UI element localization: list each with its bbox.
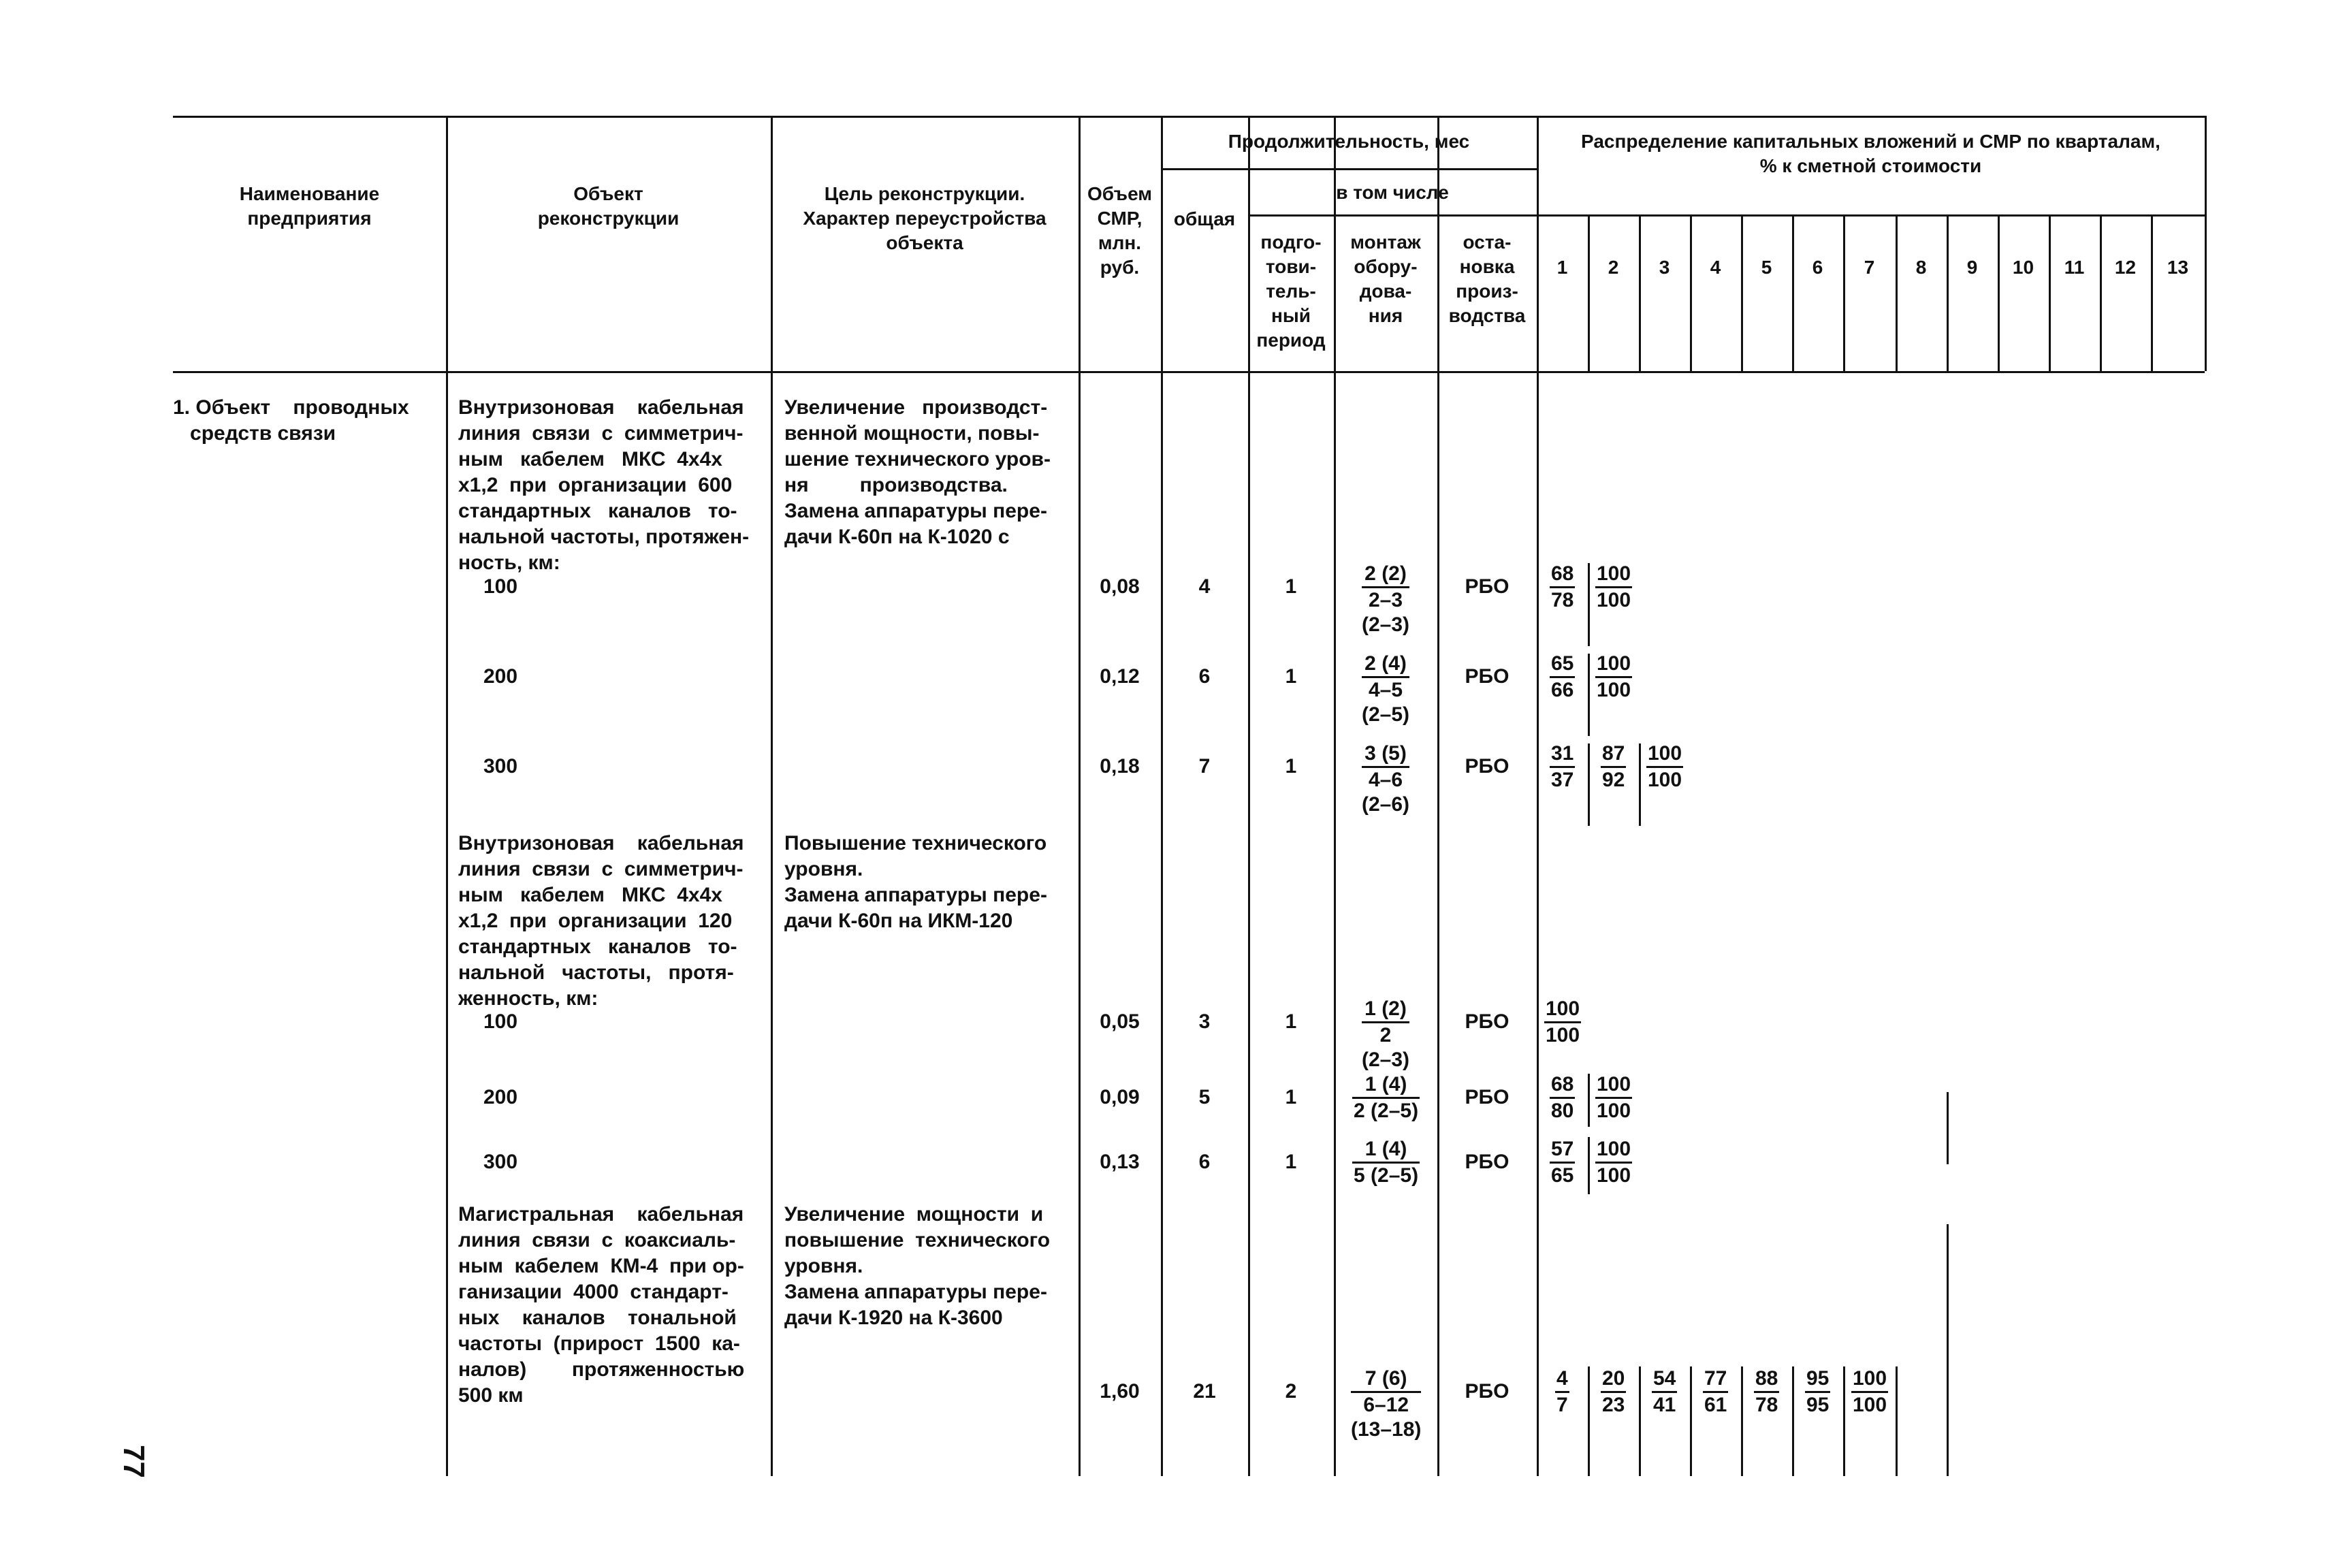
quarter-rule <box>1588 1366 1590 1476</box>
duration-prep: 1 <box>1285 755 1297 778</box>
header-quarter-6: 6 <box>1812 257 1823 278</box>
quarter-1-share <box>1550 741 1575 793</box>
fraction-denominator: 100 <box>1597 1100 1631 1122</box>
fraction-denominator: 2 (2–5) <box>1354 1100 1419 1122</box>
quarter-rule <box>1588 654 1590 736</box>
fraction-numerator: 57 <box>1550 1137 1575 1164</box>
fraction-numerator: 1 (4) <box>1352 1137 1420 1164</box>
fraction-denominator: 37 <box>1551 769 1574 791</box>
fraction-denominator: 2 <box>1379 1024 1392 1046</box>
smr-volume: 0,12 <box>1100 665 1140 688</box>
fraction-denominator: 80 <box>1551 1100 1574 1122</box>
fraction-numerator: 2 (4) <box>1362 652 1409 678</box>
table-rule <box>771 116 773 1476</box>
quarter-4-share <box>1703 1366 1728 1418</box>
table-rule <box>1947 214 1949 371</box>
fraction-denominator: 92 <box>1602 769 1625 791</box>
quarter-5-share <box>1754 1366 1779 1418</box>
duration-subrule <box>1161 168 1537 170</box>
fraction-denominator: 4–5 <box>1368 679 1403 701</box>
length-km: 300 <box>483 755 518 778</box>
quarter-rule <box>1947 1224 1949 1476</box>
table-rule <box>1896 214 1898 371</box>
fraction-numerator: 100 <box>1851 1366 1888 1393</box>
fraction-numerator: 100 <box>1595 562 1632 588</box>
quarter-rule <box>1896 1366 1898 1476</box>
smr-volume: 0,08 <box>1100 575 1140 598</box>
duration-mount <box>1362 741 1409 817</box>
duration-mount <box>1351 1366 1421 1442</box>
quarter-3-share <box>1652 1366 1677 1418</box>
fraction-extra: (2–6) <box>1362 793 1410 816</box>
quarter-rule <box>1588 563 1590 646</box>
header-total: общая <box>1173 208 1236 229</box>
quarter-6-share <box>1805 1366 1830 1418</box>
fraction-denominator: 2–3 <box>1368 589 1403 611</box>
header-quarter-3: 3 <box>1659 257 1670 278</box>
header-distribution: Распределение капитальных вложений и СМР по кварталам, % к сметной стоимости <box>1581 131 2160 176</box>
quarter-rule <box>1537 654 1539 736</box>
length-km: 200 <box>483 1086 518 1108</box>
header-quarter-8: 8 <box>1915 257 1927 278</box>
fraction-numerator: 100 <box>1595 1137 1632 1164</box>
fraction-denominator: 78 <box>1755 1394 1778 1416</box>
fraction-denominator: 100 <box>1648 769 1682 791</box>
header-quarter-1: 1 <box>1556 257 1568 278</box>
quarter-1-share <box>1550 652 1575 703</box>
quarter-2-share <box>1601 741 1626 793</box>
fraction-numerator: 7 (6) <box>1351 1366 1421 1393</box>
header-quarter-10: 10 <box>2012 257 2034 278</box>
enterprise-name: 1. Объект проводных средств связи <box>173 396 409 445</box>
header-object: Объект реконструкции <box>537 183 680 229</box>
fraction-numerator: 2 (2) <box>1362 562 1409 588</box>
length-km: 100 <box>483 1010 518 1033</box>
quarter-1-share <box>1544 997 1581 1048</box>
duration-prep: 1 <box>1285 575 1297 598</box>
header-purpose: Цель реконструкции. Характер переустройства объекта <box>803 183 1047 253</box>
fraction-denominator: 6–12 <box>1363 1394 1409 1416</box>
quarter-2-share <box>1595 1072 1632 1123</box>
duration-mount <box>1352 1137 1420 1188</box>
duration-stop: РБО <box>1465 1086 1510 1108</box>
fraction-numerator: 1 (4) <box>1352 1072 1420 1099</box>
quarter-rule <box>1537 991 1539 1044</box>
fraction-numerator: 100 <box>1544 997 1581 1023</box>
quarter-rule <box>1843 1366 1845 1476</box>
object-description: Внутризоновая кабельная линия связи с симметрич- ным кабелем МКС 4x4x x1,2 при организации 600 стандартных каналов то- нальной частоты, протяжен- ность, км: <box>458 396 750 574</box>
fraction-numerator: 95 <box>1805 1366 1830 1393</box>
object-description: Внутризоновая кабельная линия связи с симметрич- ным кабелем МКС 4x4x x1,2 при организации 120 стандартных каналов то- нальной частоты, протя- женность, км: <box>458 832 744 1010</box>
header-quarter-2: 2 <box>1608 257 1619 278</box>
fraction-denominator: 100 <box>1597 1164 1631 1187</box>
fraction-numerator: 77 <box>1703 1366 1728 1393</box>
duration-stop: РБО <box>1465 1010 1510 1033</box>
quarter-1-share <box>1550 562 1575 613</box>
purpose-description: Увеличение производст- венной мощности, повы- шение технического уров- ня производства. Замена аппаратуры пере- дачи К-60п на К-1020 с <box>784 396 1051 548</box>
header-mount: монтаж обору- дова- ния <box>1350 231 1421 326</box>
quarter-rule <box>1537 563 1539 646</box>
fraction-denominator: 100 <box>1597 589 1631 611</box>
fraction-numerator: 65 <box>1550 652 1575 678</box>
quarter-2-share <box>1595 652 1632 703</box>
duration-stop: РБО <box>1465 1380 1510 1403</box>
table-rule <box>1588 214 1590 371</box>
fraction-denominator: 41 <box>1653 1394 1676 1416</box>
quarter-1-share <box>1550 1137 1575 1188</box>
fraction-denominator: 7 <box>1556 1394 1568 1416</box>
table-rule <box>1792 214 1794 371</box>
table-rule <box>1639 214 1641 371</box>
quarter-rule <box>1588 1074 1590 1127</box>
duration-stop: РБО <box>1465 755 1510 778</box>
fraction-numerator: 54 <box>1652 1366 1677 1393</box>
header-stop: оста- новка произ- водства <box>1448 231 1526 326</box>
smr-volume: 0,09 <box>1100 1086 1140 1108</box>
fraction-numerator: 20 <box>1601 1366 1626 1393</box>
fraction-denominator: 61 <box>1704 1394 1727 1416</box>
fraction-numerator: 4 <box>1555 1366 1569 1393</box>
fraction-numerator: 68 <box>1550 1072 1575 1099</box>
quarter-7-share <box>1851 1366 1888 1418</box>
duration-mount <box>1362 562 1409 637</box>
duration-mount <box>1362 997 1409 1072</box>
fraction-numerator: 100 <box>1595 1072 1632 1099</box>
quarter-rule <box>1537 743 1539 826</box>
duration-prep: 1 <box>1285 665 1297 688</box>
quarter-rule <box>1537 1366 1539 1476</box>
length-km: 100 <box>483 575 518 598</box>
fraction-denominator: 95 <box>1806 1394 1830 1416</box>
quarter-rule <box>1690 1366 1692 1476</box>
quarter-rule <box>1947 1092 1949 1164</box>
header-including: в том числе <box>1336 182 1449 203</box>
quarter-1-share <box>1555 1366 1569 1418</box>
duration-total: 21 <box>1193 1380 1216 1403</box>
length-km: 200 <box>483 665 518 688</box>
fraction-extra: (2–3) <box>1362 1049 1410 1071</box>
quarters-subrule <box>1537 214 2205 217</box>
header-quarter-11: 11 <box>2064 257 2085 278</box>
fraction-denominator: 65 <box>1551 1164 1574 1187</box>
header-volume: Объем СМР, млн. руб. <box>1087 183 1153 278</box>
duration-total: 4 <box>1198 575 1211 598</box>
duration-prep: 1 <box>1285 1086 1297 1108</box>
quarter-rule <box>1639 743 1641 826</box>
table-rule <box>1843 214 1845 371</box>
fraction-denominator: 66 <box>1551 679 1574 701</box>
fraction-numerator: 88 <box>1754 1366 1779 1393</box>
duration-total: 5 <box>1198 1086 1211 1108</box>
fraction-extra: (13–18) <box>1351 1418 1422 1441</box>
header-quarter-13: 13 <box>2167 257 2189 278</box>
table-rule <box>1998 214 2000 371</box>
header-prep: подго- тови- тель- ный период <box>1256 231 1326 351</box>
fraction-extra: (2–5) <box>1362 703 1410 726</box>
fraction-numerator: 31 <box>1550 741 1575 768</box>
smr-volume: 1,60 <box>1100 1380 1140 1403</box>
quarter-2-share <box>1601 1366 1626 1418</box>
including-subrule <box>1248 214 1537 217</box>
fraction-numerator: 3 (5) <box>1362 741 1409 768</box>
quarter-rule <box>1537 1074 1539 1127</box>
smr-volume: 0,05 <box>1100 1010 1140 1033</box>
header-bottom-rule <box>173 371 2205 373</box>
header-quarter-7: 7 <box>1864 257 1875 278</box>
object-description: Магистральная кабельная линия связи с коаксиаль- ным кабелем КМ-4 при ор- ганизации 4000 стандарт- ных каналов тональной частоты (прирост 1500 ка- налов) протяженностью 500 км <box>458 1203 745 1407</box>
duration-prep: 1 <box>1285 1151 1297 1173</box>
duration-total: 6 <box>1198 665 1211 688</box>
fraction-denominator: 4–6 <box>1368 769 1403 791</box>
duration-total: 6 <box>1198 1151 1211 1173</box>
table-rule <box>1079 116 1081 1476</box>
length-km: 300 <box>483 1151 518 1173</box>
quarter-2-share <box>1595 562 1632 613</box>
duration-stop: РБО <box>1465 665 1510 688</box>
fraction-denominator: 5 (2–5) <box>1354 1164 1419 1187</box>
table-rule <box>2100 214 2102 371</box>
quarter-rule <box>1588 743 1590 826</box>
purpose-description: Повышение технического уровня. Замена аппаратуры пере- дачи К-60п на ИКМ-120 <box>784 832 1047 932</box>
page-number: 77 <box>117 1445 150 1478</box>
table-top-rule <box>173 116 2205 118</box>
duration-mount <box>1352 1072 1420 1123</box>
duration-mount <box>1362 652 1409 727</box>
duration-prep: 1 <box>1285 1010 1297 1033</box>
quarter-rule <box>1741 1366 1743 1476</box>
table-rule <box>1690 214 1692 371</box>
fraction-numerator: 87 <box>1601 741 1626 768</box>
table-rule <box>2205 116 2207 371</box>
fraction-denominator: 100 <box>1597 679 1631 701</box>
fraction-extra: (2–3) <box>1362 613 1410 636</box>
quarter-rule <box>1639 1366 1641 1476</box>
quarter-2-share <box>1595 1137 1632 1188</box>
fraction-numerator: 100 <box>1595 652 1632 678</box>
table-rule <box>2151 214 2153 371</box>
fraction-numerator: 100 <box>1646 741 1683 768</box>
purpose-description: Увеличение мощности и повышение технического уровня. Замена аппаратуры пере- дачи К-1920 на К-3600 <box>784 1203 1051 1329</box>
table-rule <box>1741 214 1743 371</box>
fraction-denominator: 23 <box>1602 1394 1625 1416</box>
header-duration: Продолжительность, мес <box>1228 131 1470 152</box>
table-rule <box>1161 116 1163 1476</box>
quarter-rule <box>1792 1366 1794 1476</box>
header-quarter-9: 9 <box>1966 257 1978 278</box>
duration-total: 3 <box>1198 1010 1211 1033</box>
header-quarter-12: 12 <box>2114 257 2137 278</box>
fraction-numerator: 1 (2) <box>1362 997 1409 1023</box>
fraction-denominator: 78 <box>1551 589 1574 611</box>
table-rule <box>446 116 448 1476</box>
smr-volume: 0,13 <box>1100 1151 1140 1173</box>
header-quarter-4: 4 <box>1710 257 1721 278</box>
quarter-3-share <box>1646 741 1683 793</box>
duration-total: 7 <box>1198 755 1211 778</box>
quarter-1-share <box>1550 1072 1575 1123</box>
fraction-denominator: 100 <box>1546 1024 1580 1046</box>
smr-volume: 0,18 <box>1100 755 1140 778</box>
fraction-denominator: 100 <box>1853 1394 1887 1416</box>
header-quarter-5: 5 <box>1761 257 1772 278</box>
duration-stop: РБО <box>1465 575 1510 598</box>
duration-prep: 2 <box>1285 1380 1297 1403</box>
fraction-numerator: 68 <box>1550 562 1575 588</box>
quarter-rule <box>1537 1137 1539 1194</box>
table-rule <box>2049 214 2051 371</box>
quarter-rule <box>1588 1137 1590 1194</box>
header-name: Наименование предприятия <box>239 183 380 229</box>
duration-stop: РБО <box>1465 1151 1510 1173</box>
